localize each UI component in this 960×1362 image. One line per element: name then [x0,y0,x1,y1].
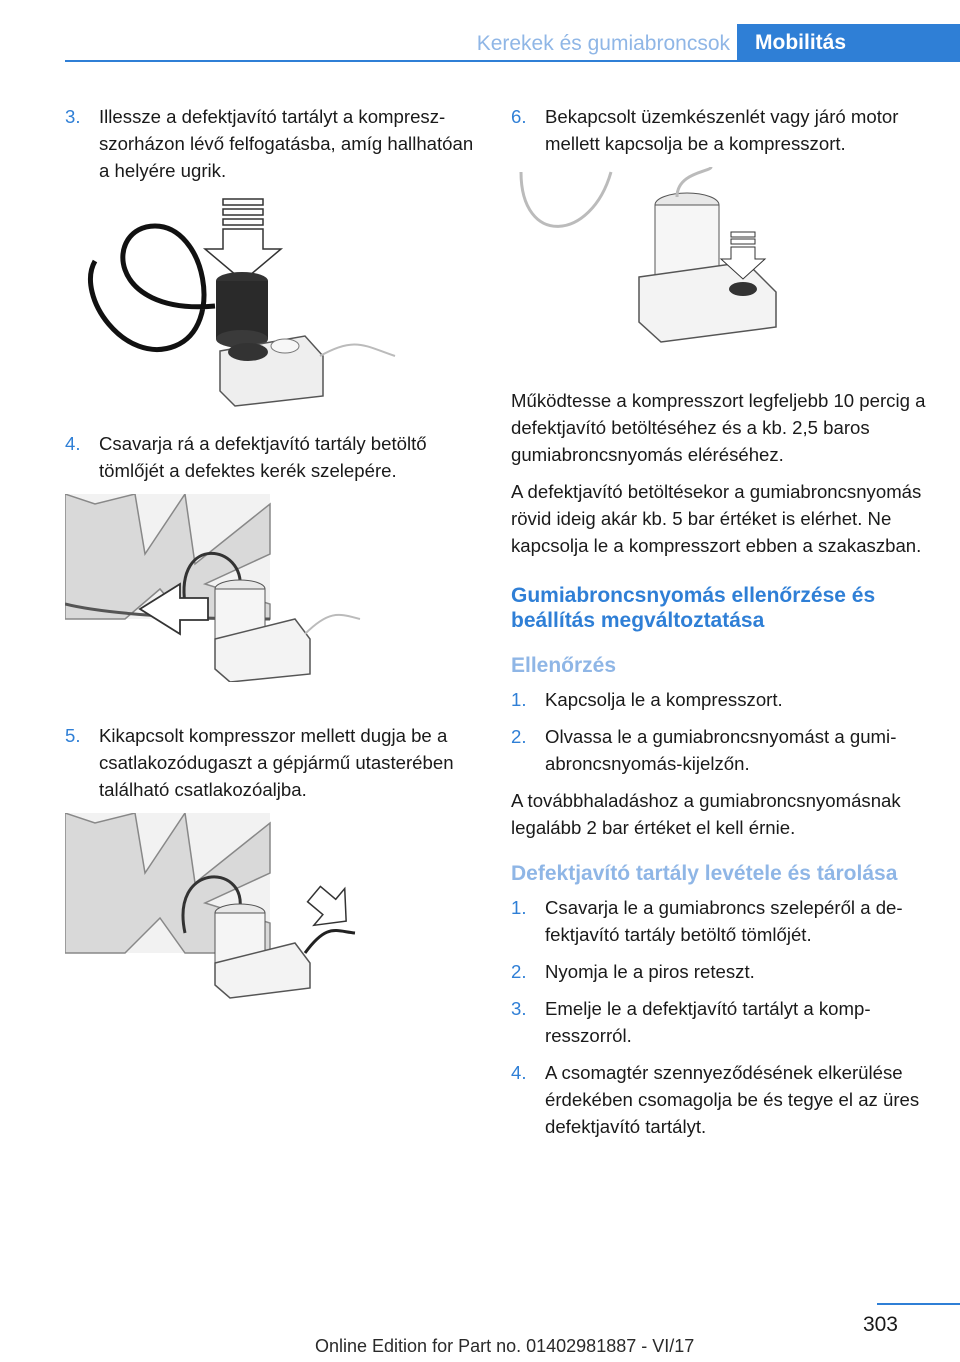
section-heading-pressure: Gumiabroncsnyomás ellenőrzése és beállítás megváltoztatása [511,584,876,632]
figure-container-valve [65,494,480,682]
step-3 [65,103,480,184]
step-number: 3. [511,998,527,1019]
step-number: 4. [511,1062,527,1083]
step-text: A csomagtér szennyeződésének elkerülése érdekében csomagolja be és tegye el az üres defektjavító tartályt. [545,1062,920,1137]
step-number: 3. [65,106,81,127]
remove-step-1 [511,894,931,948]
figure-container-plug [65,813,480,1001]
running-header-chapter-tab: Mobilitás [737,24,960,62]
subheading-remove-store: Defektjavító tartály levétele és tárolása [511,862,898,885]
left-column [65,103,480,1001]
illustration-plug [65,813,480,1001]
figure-container-compressor-on [511,167,931,357]
paragraph-min-pressure: A továbbhaladáshoz a gumiabroncsnyomásnak legalább 2 bar értéket el kell érnie. [511,790,901,838]
step-number: 5. [65,725,81,746]
step-4 [65,430,480,484]
figure-container-inserted [65,196,480,416]
step-text: Illessze a defektjavító tartályt a kompreszszorházon lévő felfogatásba, amíg hallhatóan a helyére ugrik. [99,106,474,181]
step-text: Nyomja le a piros reteszt. [545,961,755,982]
step-number: 1. [511,897,527,918]
step-6 [511,103,931,157]
subheading-check: Ellenőrzés [511,654,617,677]
step-5 [65,722,480,803]
step-text: Bekapcsolt üzemkészenlét vagy járó motor mellett kapcsolja be a kompresszort. [545,106,899,154]
header-rule [65,60,960,62]
step-text: Csavarja le a gumiabroncs szelepéről a defektjavító tartály betöltő tömlőjét. [545,897,903,945]
step-text: Emelje le a defektjavító tartályt a kompresszorról. [545,998,871,1046]
illustration-compressor-on [511,167,931,357]
check-step-2 [511,723,931,777]
step-number: 2. [511,726,527,747]
check-step-1 [511,686,931,713]
paragraph-duration: Működtesse a kompresszort legfeljebb 10 percig a defektjavító betöltéséhez és a kb. 2,5 baros gumiabroncsnyomás eléréséhez. [511,390,926,465]
paragraph-pressure-note: A defektjavító betöltésekor a gumiabroncsnyomás rövid ideig akár kb. 5 bar értéket is elérhet. Ne kapcsolja le a kompresszort ebben a szakaszban. [511,481,922,556]
right-column [511,103,931,1150]
footer-rule [877,1303,960,1305]
step-number: 1. [511,689,527,710]
step-text: Csavarja rá a defektjavító tartály betöltő tömlőjét a defektes kerék szelepére. [99,433,427,481]
step-number: 2. [511,961,527,982]
remove-step-2 [511,958,931,985]
step-text: Kikapcsolt kompresszor mellett dugja be a csatlakozódugaszt a gépjármű utasterében található csatlakozóaljba. [99,725,454,800]
running-header-section: Kerekek és gumiabroncsok [476,32,730,55]
remove-step-3 [511,995,931,1049]
remove-step-4 [511,1059,931,1140]
page-number: 303 [862,1313,898,1336]
step-text: Olvassa le a gumiabroncsnyomást a gumiabroncsnyomás-kijelzőn. [545,726,897,774]
step-text: Kapcsolja le a kompresszort. [545,689,783,710]
edition-footer: Online Edition for Part no. 01402981887 - VI/17 [315,1336,695,1356]
step-number: 4. [65,433,81,454]
illustration-container-insert [65,196,480,416]
step-number: 6. [511,106,527,127]
illustration-valve [65,494,480,682]
